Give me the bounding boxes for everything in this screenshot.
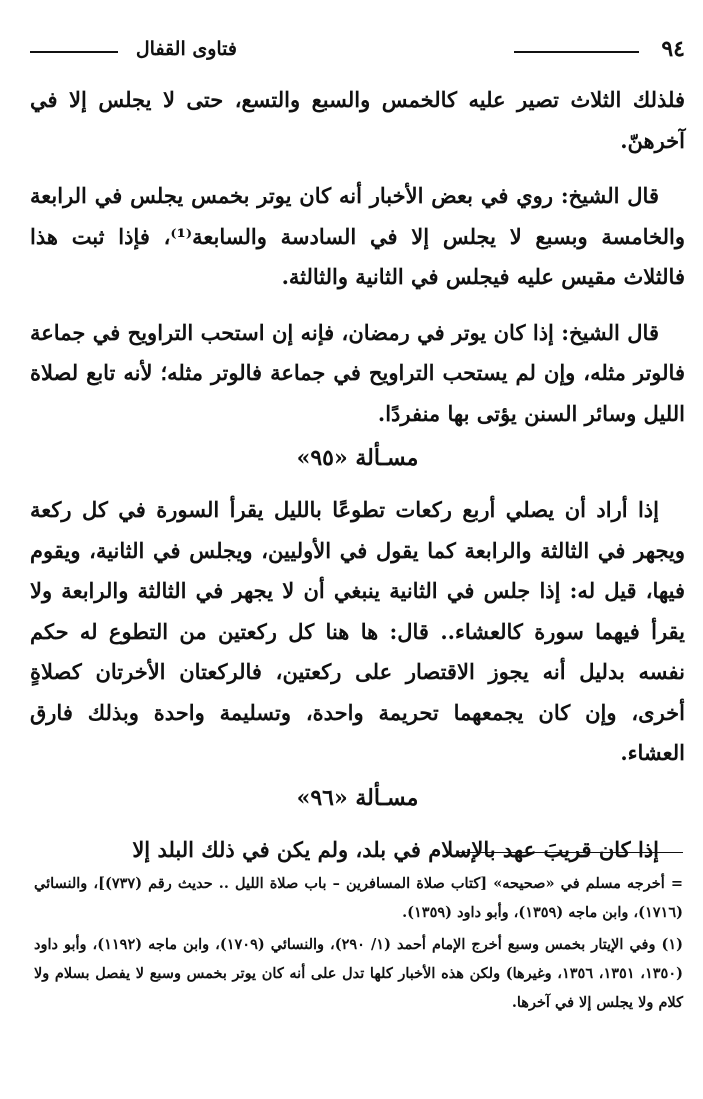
paragraph: إذا كان قريبَ عهد بالإسلام في بلد، ولم يكن في ذلك البلد إلا <box>132 836 659 862</box>
header-rule <box>30 51 118 53</box>
section-heading: مسـألة «٩٥» <box>296 445 419 471</box>
paragraph: قال الشيخ: روي في بعض الأخبار أنه كان يوتر بخمس يجلس في الرابعة والخامسة وبسبع لا يجلس إلا في السادسة والسابعة⁽¹⁾، فإذا ثبت هذا فالثلاث مقيس عليه فيجلس في الثانية والثالثة. <box>30 183 685 289</box>
paragraph: قال الشيخ: إذا كان يوتر في رمضان، فإنه إن استحب التراويح في جماعة فالوتر مثله، وإن لم يستحب التراويح في جماعة فالوتر مثله؛ لأنه تابع لصلاة الليل وسائر السنن يؤتى بها منفردًا. <box>30 319 685 426</box>
book-title: فتاوى القفال <box>135 38 237 60</box>
page-number: ٩٤ <box>661 36 685 62</box>
section-heading: مسـألة «٩٦» <box>296 784 419 811</box>
footnote-continuation: = أخرجه مسلم في «صحيحه» [كتاب صلاة المسافرين – باب صلاة الليل .. حديث رقم (٧٣٧)]، والنسائي (١٧١٦)، وابن ماجه (١٣٥٩)، وأبو داود (١٣٥٩). <box>34 875 683 921</box>
paragraph: إذا أراد أن يصلي أربع ركعات تطوعًا بالليل يقرأ السورة في كل ركعة ويجهر في الثالثة والرابعة كما يقول في الأوليين، ويجلس في الثانية، ويقوم فيها، قيل له: إذا جلس في الثانية ينبغي أن لا يجهر في الثالثة والرابعة ولا يقرأ فيهما سورة كالعشاء.. قال: ها هنا كل ركعتين من التطوع له حكم نفسه بدليل أنه يجوز الاقتصار على ركعتين، فالركعتان الأخرتان كصلاةٍ أخرى، وإن كان يجمعهما تحريمة واحدة، وتسليمة واحدة وبذلك فارق العشاء. <box>30 497 685 765</box>
main-text <box>30 80 685 870</box>
footnote: (١) وفي الإيتار بخمس وسبع أخرج الإمام أحمد (١/ ٢٩٠)، والنسائي (١٧٠٩)، وابن ماجه (١١٩٢)، وأبو داود (١٣٥٠، ١٣٥١، ١٣٥٦، وغيرها) ولكن هذه الأخبار كلها تدل على أنه كان يوتر بخمس وسبع لا يفصل بسلام ولا كلام ولا يجلس إلا في آخرها. <box>34 936 684 1011</box>
footnotes <box>34 852 683 1020</box>
header-rule <box>514 51 639 53</box>
footnote-rule <box>458 852 683 853</box>
paragraph: فلذلك الثلاث تصير عليه كالخمس والسبع والتسع، حتى لا يجلس إلا في آخرهنّ. <box>30 87 685 153</box>
running-header <box>30 34 685 64</box>
